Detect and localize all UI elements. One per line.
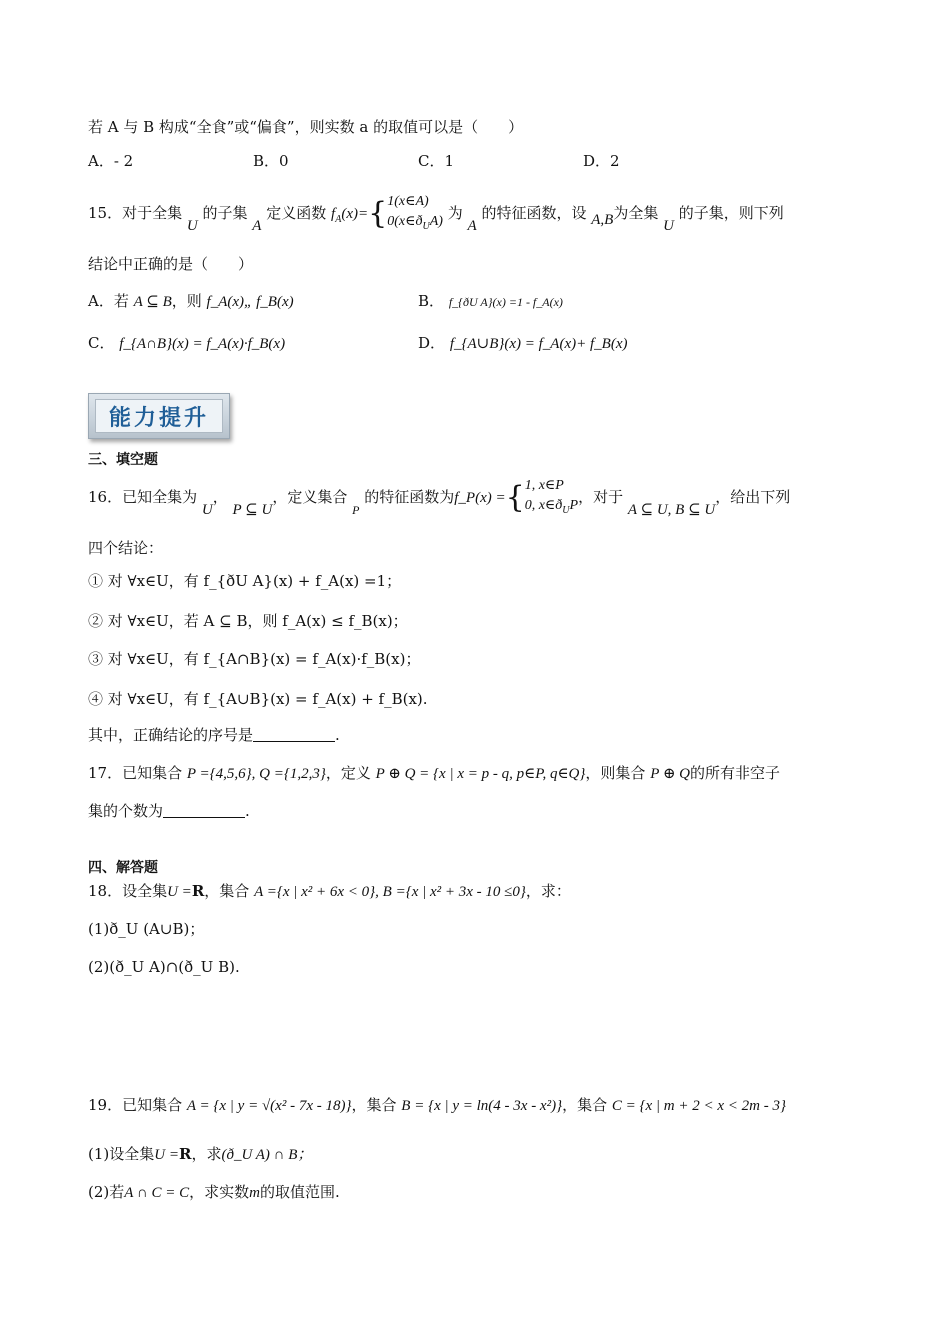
q15-option-a: A．若 A ⊆ B，则 f_A(x)„ f_B(x) xyxy=(88,292,294,310)
q18-part-1: (1)ð_U (A∪B)； xyxy=(88,920,205,938)
q15-option-d: D． f_{A∪B}(x) = f_A(x)+ f_B(x) xyxy=(418,334,628,352)
q14-option-d: D．2 xyxy=(583,152,620,170)
q14-option-c: C．1 xyxy=(418,152,455,170)
q15-case1: 1(x∈A) xyxy=(387,193,429,209)
q15-t1: 的子集 xyxy=(202,204,248,222)
section-4-heading: 四、解答题 xyxy=(88,860,158,876)
q19-part-1: (1)设全集U =R，求(ð_U A) ∩ B； xyxy=(88,1145,313,1163)
q14-stem: 若 A 与 B 构成“全食”或“偏食”，则实数 a 的取值可以是（ ） xyxy=(88,118,524,136)
q17-line2: 集的个数为 . xyxy=(88,802,250,820)
q17-answer-blank[interactable] xyxy=(163,803,245,818)
q15-stem xyxy=(88,190,784,249)
q16-conclusion-4: ④ 对 ∀x∈U，有 f_{A∪B}(x) = f_A(x) + f_B(x). xyxy=(88,690,428,708)
banner-title: 能力提升 xyxy=(108,405,209,431)
q15-a1: A xyxy=(252,218,262,234)
q15-cases xyxy=(387,192,443,237)
q15-t4: 的特征函数，设 xyxy=(481,204,587,222)
q15-ab: A,B xyxy=(591,212,614,228)
q14-option-a: A．- 2 xyxy=(88,152,134,170)
q19-stem: 19．已知集合 A = {x | y = √(x² - 7x - 18)}，集合 B = {x | y = ln(4 - 3x - x²)}，集合 C = {x | m + 2 < x < 2m - 3} xyxy=(88,1096,786,1114)
q16-answer-blank[interactable] xyxy=(253,727,335,742)
q15-option-b: B． f_{ðU A}(x) =1 - f_A(x) xyxy=(418,292,563,310)
q16-conclusion-2: ② 对 ∀x∈U，若 A ⊆ B，则 f_A(x) ≤ f_B(x)； xyxy=(88,612,408,630)
q16-ask: 其中，正确结论的序号是 . xyxy=(88,726,340,744)
q15-line2: 结论中正确的是（ ） xyxy=(88,255,254,273)
q16-conclusion-3: ③ 对 ∀x∈U，有 f_{A∩B}(x) = f_A(x)·f_B(x)； xyxy=(88,650,421,668)
q19-part-2: (2)若A ∩ C = C，求实数m的取值范围. xyxy=(88,1183,340,1201)
q16-line2: 四个结论： xyxy=(88,539,164,557)
q15-t6: 的子集，则下列 xyxy=(678,204,784,222)
q15-pre: 15．对于全集 xyxy=(88,204,183,222)
q17-stem: 17．已知集合 P ={4,5,6}, Q ={1,2,3}，定义 P ⊕ Q = {x | x = p - q, p∈P, q∈Q}，则集合 P ⊕ Q的所有非空子 xyxy=(88,764,780,782)
q15-u1: U xyxy=(186,218,198,234)
q14-option-b: B．0 xyxy=(253,152,289,170)
q15-option-c: C． f_{A∩B}(x) = f_A(x)·f_B(x) xyxy=(88,334,286,352)
q15-t5: 为全集 xyxy=(613,204,659,222)
q16-stem: 16．已知全集为 U， P ⊆ U，定义集合 $_P$ 的特征函数为f_P(x) ={ 1, x∈P 0, $x\in ð_UP$ ，对于 A ⊆ U, B ⊆ U，给出下列 xyxy=(88,477,791,518)
q15-u2: U xyxy=(663,218,674,234)
q15-f: f xyxy=(331,206,336,222)
section-banner xyxy=(88,393,230,439)
q15-t2: 定义函数 xyxy=(266,204,327,222)
q15-a2: A xyxy=(467,218,477,234)
q15-t3: 为 xyxy=(447,204,463,222)
q15-f-sub: A xyxy=(335,214,342,225)
section-3-heading: 三、填空题 xyxy=(88,452,158,468)
q15-case2: $0(x\in ð_UA)$ xyxy=(387,213,443,232)
q15-brace: { xyxy=(368,196,388,231)
q18-part-2: (2)(ð_U A)∩(ð_U B). xyxy=(88,958,240,976)
q16-conclusion-1: ① 对 ∀x∈U，有 f_{ðU A}(x) + f_A(x) =1； xyxy=(88,572,402,590)
q18-stem: 18．设全集U =R，集合 A ={x | x² + 6x < 0}, B ={x | x² + 3x - 10 ≤0}，求： xyxy=(88,882,571,900)
q15-fx: (x)= xyxy=(341,206,369,222)
